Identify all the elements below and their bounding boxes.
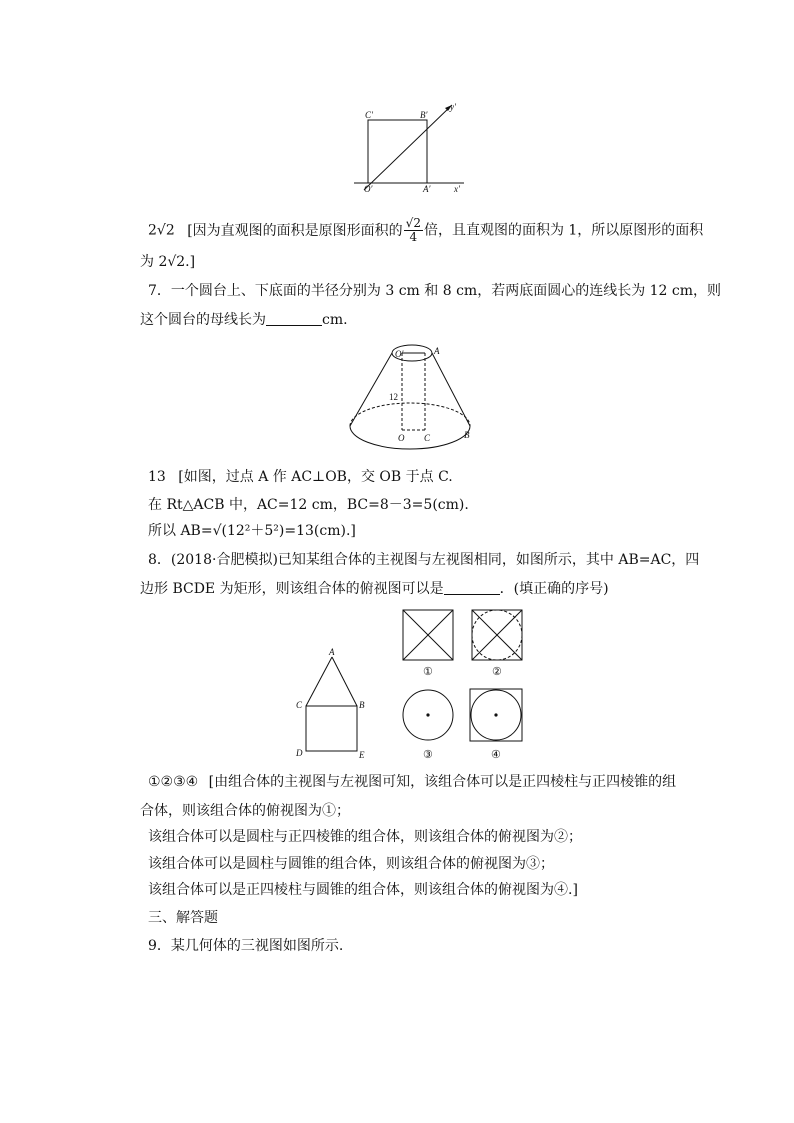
answer-7-line-3: 所以 AB=√(12²＋5²)=13(cm).]: [148, 523, 356, 539]
answer-8-line-1: ①②③④ [由组合体的主视图与左视图可知，该组合体可以是正四棱柱与正四棱锥的组: [148, 774, 677, 790]
fraction-sqrt2-over-4: $\frac{√2}{4}$: [405, 216, 421, 244]
option-2-figure: [472, 610, 522, 660]
answer-6-text-1: [因为直观图的面积是原图形面积的: [187, 222, 403, 239]
label-b-prime: B′: [420, 110, 428, 120]
question-9-line-1: 9．某几何体的三视图如图所示.: [148, 938, 344, 954]
question-7-line-2: 这个圆台的母线长为 cm.: [140, 312, 348, 328]
label-a: A: [329, 647, 335, 657]
label-e: E: [359, 750, 365, 760]
label-a-prime: A′: [423, 184, 431, 194]
option-1-label: ①: [423, 666, 433, 678]
label-c: C: [424, 433, 431, 443]
left-slant: [350, 353, 392, 426]
bottom-ellipse-back: [350, 403, 470, 426]
label-o: O: [398, 433, 405, 443]
label-o-prime: O′: [364, 184, 373, 194]
bottom-ellipse-front: [350, 426, 470, 449]
question-7-line-1: 7．一个圆台上、下底面的半径分别为 3 cm 和 8 cm，若两底面圆心的连线长为 12 cm，则: [148, 283, 722, 299]
answer-6-line-1: [148, 217, 703, 244]
option-3-label: ③: [423, 749, 433, 761]
answer-blank-8: [444, 580, 500, 595]
question-8-line-2: 边形 BCDE 为矩形，则该组合体的俯视图可以是 ．(填正确的序号): [140, 581, 609, 597]
answer-7-line-1: 13 [如图，过点 A 作 AC⊥OB，交 OB 于点 C.: [148, 469, 453, 485]
label-x-prime: x′: [454, 184, 460, 194]
label-height-12: 12: [389, 392, 398, 402]
y-axis: [364, 105, 452, 190]
option-4-label: ④: [491, 749, 501, 761]
right-slant: [432, 353, 470, 426]
label-c: C: [296, 700, 303, 710]
label-d: D: [296, 748, 303, 758]
answer-7-line-2: 在 Rt△ACB 中，AC=12 cm，BC=8－3=5(cm).: [148, 497, 469, 513]
answer-8-line-2: 合体，则该组合体的俯视图为①；: [140, 803, 350, 819]
answer-6-line-2: 为 2√2.]: [140, 254, 196, 270]
answer-8-value: ①②③④: [148, 774, 199, 790]
answer-8-line-4: 该组合体可以是圆柱与圆锥的组合体，则该组合体的俯视图为③；: [148, 856, 554, 872]
option-3-figure: [403, 690, 453, 740]
option-1-figure: [403, 610, 453, 660]
figure-top-view-options: [395, 604, 535, 764]
label-a: A: [434, 346, 440, 356]
label-y-prime: y′: [450, 102, 456, 112]
label-b: B: [464, 430, 470, 440]
square-abco: [368, 120, 427, 183]
answer-8-line-5: 该组合体可以是正四棱柱与圆锥的组合体，则该组合体的俯视图为④.]: [148, 882, 578, 898]
answer-7-value: 13: [148, 469, 166, 485]
question-8-line-1: 8．(2018·合肥模拟)已知某组合体的主视图与左视图相同，如图所示，其中 AB=AC，四: [148, 552, 700, 568]
answer-8-line-3: 该组合体可以是圆柱与正四棱锥的组合体，则该组合体的俯视图为②；: [148, 829, 582, 845]
figure-frustum: [340, 340, 480, 452]
label-o-prime: O′: [395, 349, 404, 359]
rectangle-bcde: [306, 706, 357, 751]
answer-6-text-2: 倍，且直观图的面积为 1，所以原图形的面积: [423, 222, 704, 239]
figure-oblique-square: [340, 96, 480, 196]
answer-6-value: 2√2: [148, 222, 175, 239]
option-4-figure: [470, 689, 522, 741]
label-c-prime: C′: [365, 110, 373, 120]
label-b: B: [359, 700, 365, 710]
figure-front-view: [290, 645, 375, 760]
section-title-3: 三、解答题: [148, 910, 218, 926]
answer-blank-7: [266, 311, 322, 326]
option-2-label: ②: [492, 666, 502, 678]
